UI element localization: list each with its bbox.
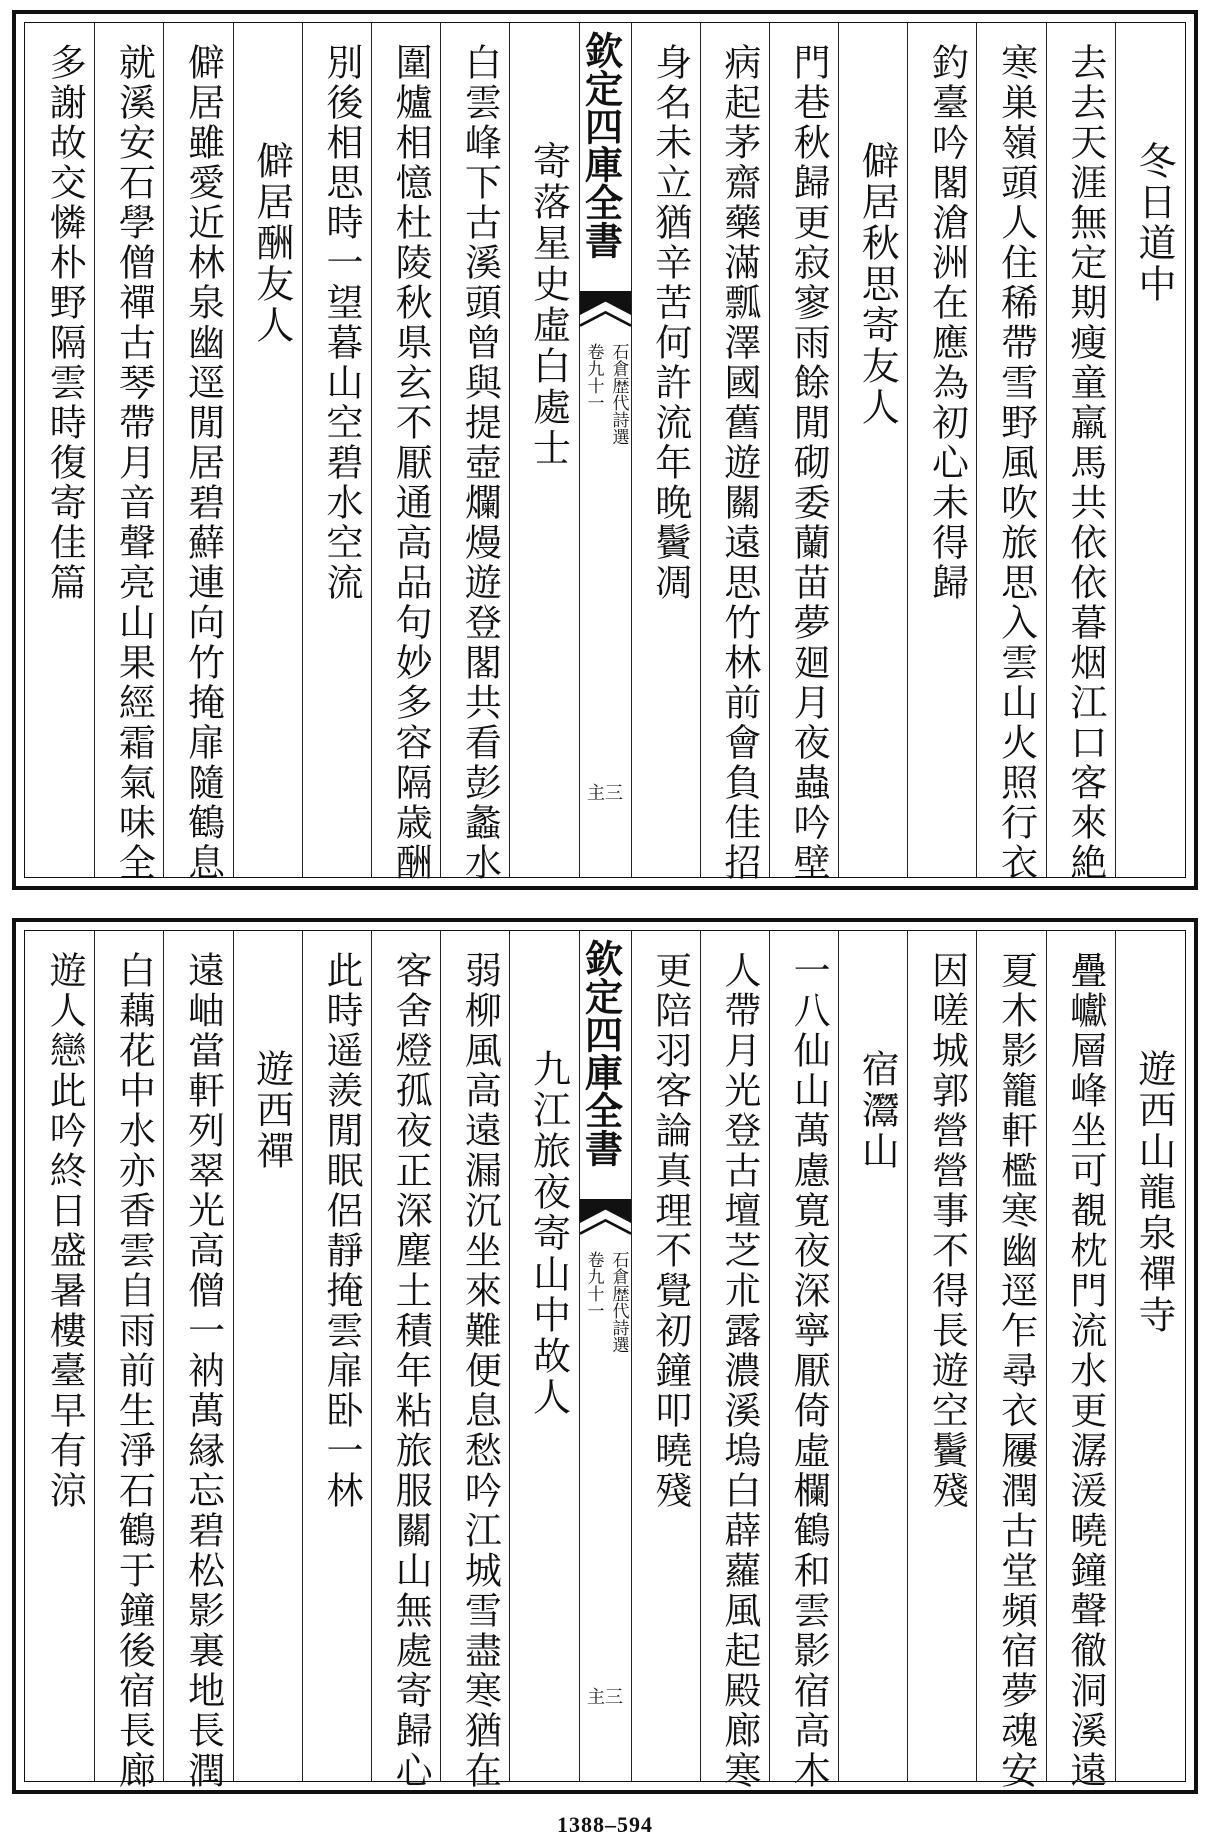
- poem-title-column: [1115, 23, 1184, 877]
- poem-text-column: [94, 931, 163, 1791]
- poem-line: 釣臺吟閣滄洲在應為初心未得歸: [925, 43, 969, 603]
- poem-title: 遊西山龍泉禪寺: [1132, 1049, 1176, 1336]
- poem-text-column: [631, 23, 700, 877]
- lower-page: [12, 918, 1198, 1794]
- page-footer-number: 1388–594: [557, 1812, 653, 1837]
- upper-page: [12, 10, 1198, 890]
- poem-text-column: [302, 931, 371, 1781]
- poem-title: 宿灊山: [855, 1049, 900, 1172]
- poem-text-column: [700, 23, 769, 883]
- poem-text-column: [976, 931, 1045, 1791]
- poem-line: 遊人戀此吟終日盛暑樓臺早有涼: [43, 951, 87, 1511]
- poem-line: 更陪羽客論真理不覺初鐘叩曉殘: [648, 951, 692, 1511]
- poem-line: 夏木影籠軒檻寒幽逕乍尋衣屨潤古堂頻宿夢魂安: [994, 951, 1038, 1791]
- poem-line: 白雲峰下古溪頭曾與提壺爛熳遊登閣共看彭蠡水: [458, 43, 502, 883]
- poem-line: 就溪安石學僧禪古琴帶月音聲亮山果經霜氣味全: [112, 43, 156, 883]
- poem-title: 遊西禪: [249, 1049, 294, 1172]
- poem-text-column: [1046, 931, 1115, 1791]
- poem-line: 因嗟城郭營營事不得長遊空鬢殘: [925, 951, 969, 1511]
- poem-text-column: [769, 931, 838, 1791]
- poem-line: 身名未立猶辛苦何許流年晚鬢凋: [648, 43, 692, 603]
- lower-page-frame: [24, 930, 1186, 1791]
- poem-title: 冬日道中: [1132, 141, 1176, 305]
- poem-line: 去去天涯無定期瘦童羸馬共依依暮烟江口客來絶: [1063, 43, 1107, 883]
- poem-line: 別後相思時一望暮山空碧水空流: [319, 43, 363, 603]
- poem-line: 圍爐相憶杜陵秋県玄不厭通高品句妙多容隔歳酬: [389, 43, 433, 883]
- poem-text-column: [769, 23, 838, 883]
- poem-line: 多謝故交憐朴野隔雲時復寄佳篇: [43, 43, 87, 603]
- poem-line: 疊巘層峰坐可覩枕門流水更潺湲曉鐘聲徹洞溪遠: [1063, 951, 1107, 1791]
- poem-text-column: [163, 931, 232, 1791]
- poem-text-column: [25, 23, 94, 877]
- book-title: 欽定四庫全書: [578, 939, 624, 1167]
- poem-title: 僻居酬友人: [249, 141, 294, 346]
- poem-text-column: [302, 23, 371, 877]
- volume-label: 卷九十一: [583, 343, 604, 411]
- poem-text-column: [440, 23, 509, 883]
- poem-line: 客舍燈孤夜正深塵土積年粘旅服關山無處寄歸心: [389, 951, 433, 1791]
- poem-text-column: [700, 931, 769, 1791]
- poem-line: 門巷秋歸更寂寥雨餘閒砌委蘭苗夢廻月夜蟲吟壁: [787, 43, 831, 883]
- book-subtitle: 石倉歴代詩選: [608, 1251, 629, 1353]
- poem-title: 僻居秋思寄友人: [855, 141, 900, 428]
- poem-line: 人帶月光登古壇芝朮露濃溪塢白薜蘿風起殿廊寒: [717, 951, 761, 1791]
- poem-text-column: [1046, 23, 1115, 883]
- center-fold-column: [579, 23, 631, 877]
- leaf-number: 主三: [587, 783, 623, 804]
- poem-title: 九江旅夜寄山中故人: [526, 1049, 571, 1418]
- book-title: 欽定四庫全書: [578, 31, 624, 259]
- poem-title: 寄落星史虛白處士: [526, 141, 571, 469]
- poem-line: 遠岫當軒列翠光高僧一衲萬縁忘碧松影裏地長潤: [181, 951, 225, 1791]
- fishtail-mark-icon: [580, 1199, 631, 1239]
- poem-line: 弱柳風高遠漏沉坐來難便息愁吟江城雪盡寒猶在: [458, 951, 502, 1791]
- upper-page-frame: [24, 22, 1186, 883]
- poem-text-column: [371, 931, 440, 1791]
- poem-text-column: [907, 931, 976, 1781]
- poem-title-column: [509, 931, 578, 1781]
- poem-text-column: [976, 23, 1045, 883]
- poem-text-column: [631, 931, 700, 1781]
- poem-title-column: [233, 931, 302, 1781]
- poem-line: 此時遥羨閒眠侶靜掩雲扉卧一林: [319, 951, 363, 1511]
- center-fold-column: [579, 931, 631, 1781]
- poem-title-column: [838, 931, 907, 1781]
- poem-text-column: [907, 23, 976, 877]
- poem-title-column: [838, 23, 907, 877]
- fishtail-mark-icon: [580, 291, 631, 331]
- poem-title-column: [233, 23, 302, 877]
- volume-label: 卷九十一: [583, 1251, 604, 1319]
- poem-text-column: [371, 23, 440, 883]
- poem-line: 僻居雖愛近林泉幽逕閒居碧蘚連向竹掩扉隨鶴息: [181, 43, 225, 883]
- poem-line: 白藕花中水亦香雲自雨前生淨石鶴于鐘後宿長廊: [112, 951, 156, 1791]
- poem-line: 寒巣嶺頭人住稀帶雪野風吹旅思入雲山火照行衣: [994, 43, 1038, 883]
- poem-line: 一八仙山萬慮寛夜深寧厭倚虛欄鶴和雲影宿高木: [787, 951, 831, 1791]
- poem-text-column: [440, 931, 509, 1791]
- poem-title-column: [1115, 931, 1184, 1781]
- leaf-number: 主三: [587, 1687, 623, 1708]
- poem-text-column: [25, 931, 94, 1781]
- poem-line: 病起茅齋藥滿瓢澤國舊遊關遠思竹林前會負佳招: [717, 43, 761, 883]
- poem-text-column: [163, 23, 232, 883]
- poem-text-column: [94, 23, 163, 883]
- poem-title-column: [509, 23, 578, 877]
- book-subtitle: 石倉歴代詩選: [608, 343, 629, 445]
